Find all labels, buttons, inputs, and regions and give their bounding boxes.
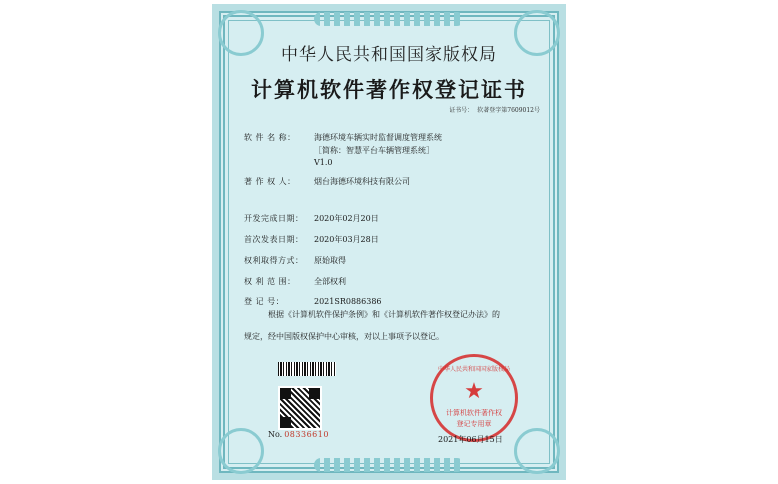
statement-line-2: 规定，经中国版权保护中心审核，对以上事项予以登记。 — [244, 332, 444, 341]
issuing-agency: 中华人民共和国国家版权局 — [281, 45, 497, 65]
serial-number — [268, 430, 329, 439]
official-seal — [430, 354, 518, 442]
field-label: 权 利 范 围： — [244, 277, 296, 286]
certificate — [212, 4, 566, 480]
field-rights-scope — [244, 276, 346, 287]
registration-statement — [244, 304, 544, 348]
field-value: 海德环境车辆实时监督调度管理系统 — [314, 133, 442, 142]
field-owner — [244, 176, 410, 187]
field-value: 全部权利 — [314, 277, 346, 286]
field-label: 开发完成日期： — [244, 214, 304, 223]
field-short-name: ［简称：智慧平台车辆管理系统］ — [314, 146, 434, 155]
field-label: 首次发表日期： — [244, 235, 304, 244]
field-acquisition-method — [244, 255, 346, 266]
seal-line-1: 计算机软件著作权 — [446, 409, 502, 417]
barcode — [278, 362, 336, 376]
field-value: 烟台海德环境科技有限公司 — [314, 177, 410, 186]
certificate-number — [445, 105, 540, 114]
field-label: 权利取得方式： — [244, 256, 304, 265]
corner-ornament — [218, 428, 264, 474]
issue-date: 2021年06月15日 — [438, 435, 503, 444]
seal-ring-text: 中华人民共和国国家版权局 — [437, 366, 511, 373]
star-icon: ★ — [464, 379, 484, 404]
field-label: 登 记 号： — [244, 297, 285, 306]
corner-ornament — [514, 428, 560, 474]
field-version: V1.0 — [314, 158, 333, 167]
field-software-name — [244, 132, 442, 143]
top-ornament — [314, 12, 464, 26]
serial-value: 08336610 — [284, 430, 329, 439]
certificate-number-label: 证书号： — [449, 107, 474, 114]
serial-prefix: No. — [268, 430, 283, 439]
seal-line-2: 登记专用章 — [456, 420, 492, 428]
field-value: 原始取得 — [314, 256, 346, 265]
certificate-title: 计算机软件著作权登记证书 — [251, 77, 527, 102]
field-value: 2020年02月20日 — [314, 214, 379, 223]
field-label: 软 件 名 称： — [244, 133, 296, 142]
field-label: 著 作 权 人： — [244, 177, 296, 186]
certificate-number-value: 软著登字第7609012号 — [477, 107, 540, 114]
field-value: 2021SR0886386 — [314, 297, 382, 306]
field-first-publish-date — [244, 234, 379, 245]
field-dev-complete-date — [244, 213, 379, 224]
field-value: 2020年03月28日 — [314, 235, 379, 244]
qr-code — [278, 386, 322, 430]
statement-line-1: 根据《计算机软件保护条例》和《计算机软件著作权登记办法》的 — [268, 310, 500, 319]
bottom-ornament — [314, 458, 464, 472]
